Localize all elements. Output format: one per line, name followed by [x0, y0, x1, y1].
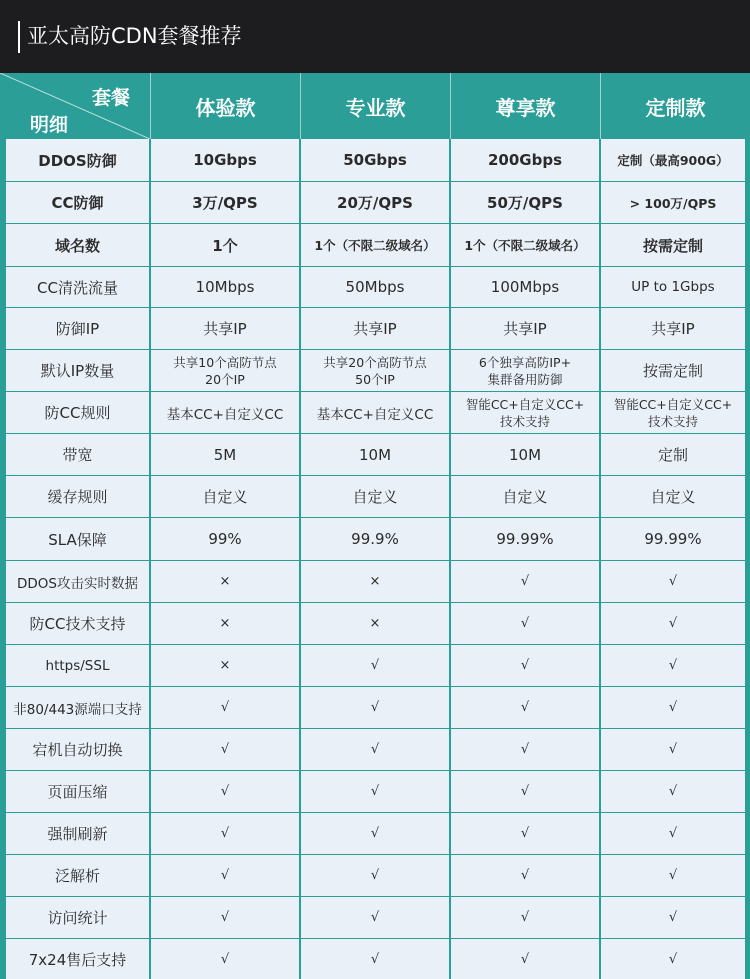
row-value: 50万/QPS — [451, 182, 599, 223]
row-value: 共享IP — [151, 308, 299, 349]
table-row — [0, 855, 750, 896]
plan-header-premium: 尊享款 — [450, 73, 600, 139]
row-value: √ — [601, 771, 745, 812]
row-label: 防CC技术支持 — [6, 603, 149, 644]
row-value: √ — [151, 855, 299, 896]
row-value: √ — [601, 897, 745, 938]
row-value: √ — [601, 687, 745, 728]
row-value: 10Mbps — [151, 267, 299, 307]
row-value: 20万/QPS — [301, 182, 449, 223]
row-value: × — [151, 645, 299, 686]
row-value: √ — [451, 645, 599, 686]
row-value: × — [151, 603, 299, 644]
row-value: 基本CC+自定义CC — [301, 392, 449, 433]
row-value: 10Gbps — [151, 139, 299, 181]
row-value: 共享IP — [601, 308, 745, 349]
row-value: 10M — [451, 434, 599, 475]
corner-label-plans: 套餐 — [91, 87, 130, 109]
row-value: √ — [301, 771, 449, 812]
row-value: √ — [151, 897, 299, 938]
row-label: CC防御 — [6, 182, 149, 223]
row-value: UP to 1Gbps — [601, 267, 745, 307]
table-row — [0, 139, 750, 181]
row-value: 定制（最高900G） — [601, 139, 745, 181]
row-value: 99.99% — [451, 518, 599, 560]
row-value: 6个独享高防IP+ 集群备用防御 — [451, 350, 599, 391]
table-row — [0, 729, 750, 770]
table-row — [0, 518, 750, 560]
row-value: √ — [451, 561, 599, 602]
row-value: √ — [301, 897, 449, 938]
row-value: √ — [151, 729, 299, 770]
row-value: √ — [451, 855, 599, 896]
page-header — [0, 0, 750, 73]
row-label: 带宽 — [6, 434, 149, 475]
row-label: 防CC规则 — [6, 392, 149, 433]
row-value: √ — [301, 687, 449, 728]
row-value: 5M — [151, 434, 299, 475]
row-value: √ — [151, 771, 299, 812]
row-value: 按需定制 — [601, 224, 745, 266]
row-value: √ — [601, 729, 745, 770]
title-accent-bar — [18, 21, 20, 53]
plan-header-trial: 体验款 — [150, 73, 300, 139]
row-value: 自定义 — [301, 476, 449, 517]
row-value: √ — [301, 729, 449, 770]
row-value: 99.9% — [301, 518, 449, 560]
row-value: 1个（不限二级域名） — [301, 224, 449, 266]
row-label: DDOS攻击实时数据 — [6, 561, 149, 602]
table-row — [0, 897, 750, 938]
row-label: 访问统计 — [6, 897, 149, 938]
row-value: × — [301, 603, 449, 644]
row-value: √ — [451, 687, 599, 728]
table-row — [0, 182, 750, 223]
table-row — [0, 561, 750, 602]
row-label: 7x24售后支持 — [6, 939, 149, 979]
row-value: 共享IP — [301, 308, 449, 349]
row-value: 自定义 — [451, 476, 599, 517]
row-value: 10M — [301, 434, 449, 475]
row-value: 200Gbps — [451, 139, 599, 181]
row-value: 按需定制 — [601, 350, 745, 391]
row-value: 3万/QPS — [151, 182, 299, 223]
row-value: √ — [601, 603, 745, 644]
row-label: https/SSL — [6, 645, 149, 686]
row-value: √ — [601, 855, 745, 896]
row-value: √ — [451, 897, 599, 938]
row-value: 1个 — [151, 224, 299, 266]
row-label: SLA保障 — [6, 518, 149, 560]
row-value: 定制 — [601, 434, 745, 475]
row-value: 自定义 — [151, 476, 299, 517]
table-row — [0, 308, 750, 349]
row-value: 50Mbps — [301, 267, 449, 307]
row-value: √ — [151, 939, 299, 979]
row-value: × — [151, 561, 299, 602]
row-value: √ — [601, 561, 745, 602]
row-value: 自定义 — [601, 476, 745, 517]
row-value: √ — [301, 645, 449, 686]
row-value: 智能CC+自定义CC+ 技术支持 — [601, 392, 745, 433]
row-label: 泛解析 — [6, 855, 149, 896]
row-value: √ — [451, 813, 599, 854]
row-label: DDOS防御 — [6, 139, 149, 181]
row-value: 1个（不限二级域名） — [451, 224, 599, 266]
row-value: 50Gbps — [301, 139, 449, 181]
row-label: 宕机自动切换 — [6, 729, 149, 770]
table-row — [0, 939, 750, 979]
row-label: 防御IP — [6, 308, 149, 349]
row-value: √ — [301, 855, 449, 896]
row-value: √ — [601, 939, 745, 979]
row-value: 100Mbps — [451, 267, 599, 307]
plan-header-pro: 专业款 — [300, 73, 450, 139]
corner-cell — [0, 73, 150, 139]
row-value: √ — [601, 645, 745, 686]
row-value: × — [301, 561, 449, 602]
row-value: > 100万/QPS — [601, 182, 745, 223]
page-title: 亚太高防CDN套餐推荐 — [27, 24, 242, 48]
row-value: √ — [151, 687, 299, 728]
row-value: 共享10个高防节点 20个IP — [151, 350, 299, 391]
table-row — [0, 267, 750, 307]
corner-label-details: 明细 — [30, 114, 69, 136]
row-label: 强制刷新 — [6, 813, 149, 854]
table-row — [0, 603, 750, 644]
table-row — [0, 645, 750, 686]
row-value: √ — [451, 771, 599, 812]
row-value: √ — [451, 603, 599, 644]
row-label: 非80/443源端口支持 — [6, 687, 149, 728]
table-row — [0, 813, 750, 854]
row-label: 缓存规则 — [6, 476, 149, 517]
table-row — [0, 392, 750, 433]
table-row — [0, 687, 750, 728]
row-value: √ — [301, 813, 449, 854]
table-row — [0, 476, 750, 517]
table-row — [0, 350, 750, 391]
row-value: 基本CC+自定义CC — [151, 392, 299, 433]
plan-header-custom: 定制款 — [600, 73, 750, 139]
row-value: 共享IP — [451, 308, 599, 349]
row-value: √ — [451, 729, 599, 770]
table-header-row — [0, 73, 750, 139]
row-value: √ — [301, 939, 449, 979]
row-value: √ — [451, 939, 599, 979]
table-row — [0, 434, 750, 475]
table-row — [0, 224, 750, 266]
row-label: 页面压缩 — [6, 771, 149, 812]
row-value: 智能CC+自定义CC+ 技术支持 — [451, 392, 599, 433]
row-value: 99.99% — [601, 518, 745, 560]
row-value: √ — [151, 813, 299, 854]
row-label: CC清洗流量 — [6, 267, 149, 307]
row-label: 默认IP数量 — [6, 350, 149, 391]
table-row — [0, 771, 750, 812]
row-label: 域名数 — [6, 224, 149, 266]
row-value: √ — [601, 813, 745, 854]
row-value: 99% — [151, 518, 299, 560]
row-value: 共享20个高防节点 50个IP — [301, 350, 449, 391]
